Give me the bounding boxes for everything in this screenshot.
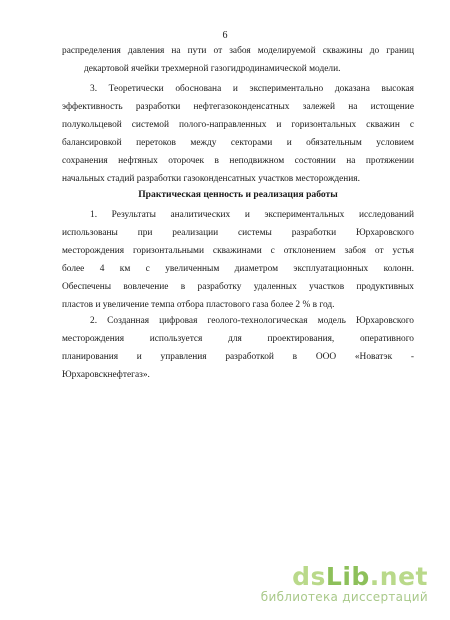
text-line: пластов и увеличение темпа отбора пластового газа более 2 % в год. [62,300,335,310]
text-line: декартовой ячейки трехмерной газогидродинамической модели. [84,64,341,74]
text-line: полукольцевой системой полого-направленных и горизонтальных скважин с [62,120,414,130]
text-line: сохранения нефтяных оторочек в неподвижном состоянии на протяжении [62,156,414,166]
paragraph-practical-1 [62,206,414,314]
text-line: месторождения используется для проектирования, оперативного [62,334,414,344]
dslib-watermark [261,564,428,604]
text-line: начальных стадий разработки газоконденсатных участков месторождения. [62,174,360,184]
text-line: Юрхаровскнефтегаз». [62,370,150,380]
text-line: балансировкой перетоков между секторами и обязательным условием [62,138,414,148]
text-line: использованы при реализации системы разработки Юрхаровского [62,228,414,238]
text-line: распределения давления на пути от забоя моделируемой скважины до границ [62,46,414,56]
text-line: месторождения горизонтальными скважинами с отклонением забоя от устья [62,246,414,256]
text-line: планирования и управления разработкой в ООО «Новатэк - [62,352,414,362]
paragraph-practical-2 [62,312,414,384]
dslib-logo: dsLib.net [292,562,428,591]
watermark-subtitle: библиотека диссертаций [260,590,428,604]
text-line: Обеспечены вовлечение в разработку удаленных участков продуктивных [62,282,414,292]
paragraph-continuation [62,42,414,78]
text-line: более 4 км с увеличенным диаметром эксплуатационных колонн. [62,264,414,274]
page-number: 6 [222,30,228,41]
section-heading-block [62,186,414,204]
section-heading: Практическая ценность и реализация работы [138,189,338,200]
text-line: 3. Теоретически обоснована и экспериментально доказана высокая [90,84,414,94]
text-line: эффективность разработки нефтегазоконденсатных залежей на истощение [62,102,414,112]
text-line: 1. Результаты аналитических и экспериментальных исследований [90,210,414,220]
paragraph-conclusion-3 [62,80,414,188]
text-line: 2. Созданная цифровая геолого-технологическая модель Юрхаровского [90,316,414,326]
